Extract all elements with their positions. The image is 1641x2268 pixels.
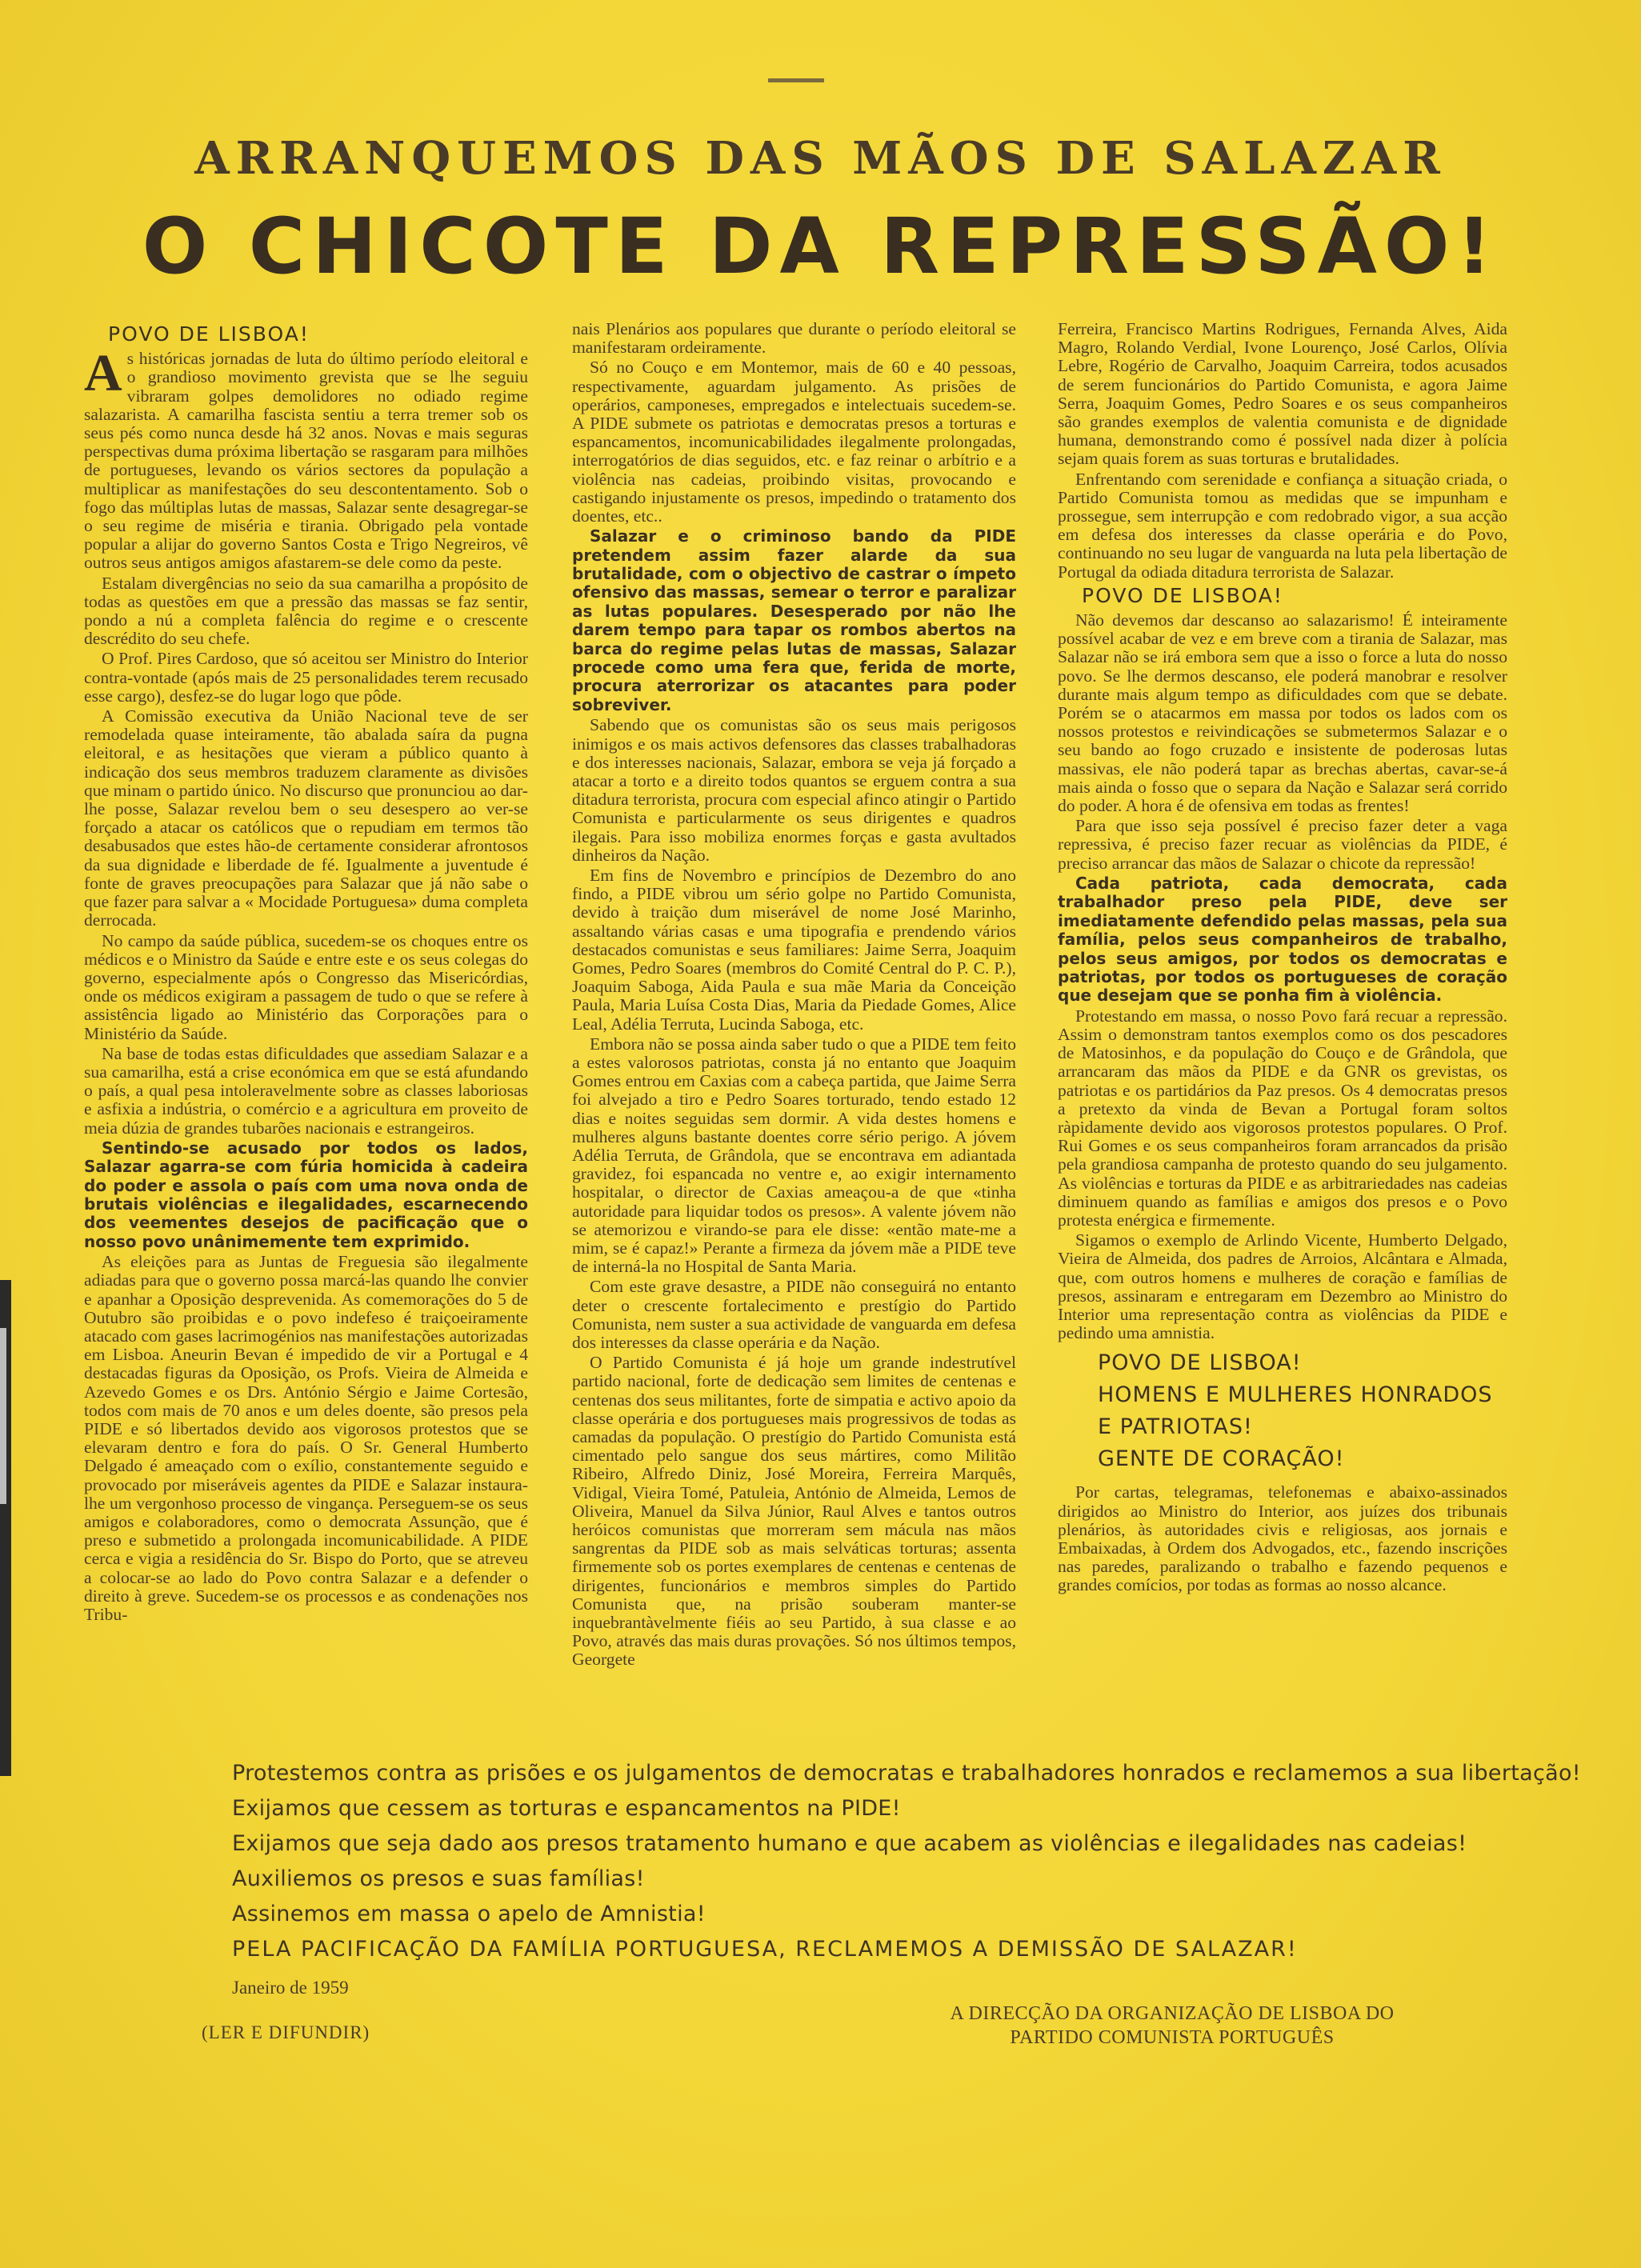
fold-mark: [768, 78, 824, 82]
column-2: [572, 320, 1016, 1671]
title-line-2: O CHICOTE DA REPRESSÃO!: [142, 202, 1499, 291]
slogan-line: Protestemos contra as prisões e os julgamentos de democratas e trabalhadores honrados e reclamemos a sua libertação!: [232, 1761, 1581, 1786]
read-and-share-note: (LER E DIFUNDIR): [202, 2022, 370, 2042]
column-3-paragraph: Protestando em massa, o nosso Povo fará recuar a repressão. Assim o demonstram tantos exemplos como os dos pescadores de Matosinhos, e da população do Couço e de Grândola, que arrancaram das mãos da PIDE e da GNR os grevistas, os patriotas e os partidários da Paz presos. Os 4 democratas presos a pretexto da vinda de Bevan a Portugal foram soltos ràpidamente devido aos vigorosos protestos populares. O Prof. Rui Gomes e os seus companheiros foram arrancados da prisão pela grandiosa campanha de protesto quando do seu julgamento. As violências e torturas da PIDE e as arbitrariedades nas cadeias diminuem quando as famílias e amigos dos presos e o Povo protesta enérgica e firmemente.: [1058, 1006, 1507, 1230]
slogan-line: Assinemos em massa o apelo de Amnistia!: [232, 1902, 706, 1926]
column-1-heading: POVO DE LISBOA!: [108, 322, 310, 346]
callout-line: POVO DE LISBOA!: [1098, 1350, 1302, 1376]
column-2-paragraph: Sabendo que os comunistas são os seus mais perigosos inimigos e os mais activos defensores das classes trabalhadoras e dos interesses nacionais, Salazar, embora se veja já forçado a atacar a torto e a direito todos quantos se erguem contra a sua ditadura terrorista, procura com especial afinco atingir o Partido Comunista e particularmente os seus dirigentes e quadros ilegais. Para isso mobiliza enormes forças e gasta avultados dinheiros da Nação.: [572, 715, 1016, 865]
slogan-line: Exijamos que seja dado aos presos tratamento humano e que acabem as violências e ilegalidades nas cadeias!: [232, 1831, 1467, 1856]
column-2-paragraph: Embora não se possa ainda saber tudo o que a PIDE tem feito a estes valorosos patriotas, consta já no entanto que Joaquim Gomes entrou em Caxias com a cabeça partida, que Jaime Serra foi alvejado a tiro e Pedro Soares torturado, tendo estado 12 dias e noites seguidas sem dormir. A vida destes homens e mulheres alguns bastante doentes corre sério perigo. A jóvem Adélia Terruta, de Grândola, que se encontrava em adiantada gravidez, foi espancada no ventre e, ao exigir internamento hospitalar, o director de Caxias ameaçou-a de que «tinha autoridade para liquidar todos os presos». A valente jóvem não se atemorizou e virando-se para ele disse: «então mate-me a mim, se é capaz!» Perante a firmeza da jóvem mãe a PIDE teve de interná-la no Hospital de Santa Maria.: [572, 1034, 1016, 1277]
column-1-paragraph: As eleições para as Juntas de Freguesia são ilegalmente adiadas para que o governo possa marcá-las quando lhe convier e apanhar a Oposição desprevenida. As comemorações do 5 de Outubro são proibidas e o povo indefeso é traiçoeiramente atacado com gases lacrimogénios nas manifestações autorizadas em Lisboa. Aneurin Bevan é impedido de vir a Portugal e 4 destacadas figuras da Oposição, os Profs. Vieira de Almeida e Azevedo Gomes e os Drs. António Sérgio e Jaime Cortesão, todos com mais de 70 anos e um deles doente, são presos pela PIDE e só libertados devido aos vigorosos protestos que se elevaram dentro e fora do país. O Sr. General Humberto Delgado é ameaçado com o exílio, constantemente seguido e provocado por miseráveis agentes da PIDE e Salazar instaura-lhe um vergonhoso processo de vingança. Perseguem-se os seus amigos e colaboradores, como o democrata Assunção, que é preso e submetido a prolongada incomunicabilidade. A PIDE cerca e vigia a residência do Sr. Bispo do Porto, que se atreveu a colocar-se ao lado do Povo contra Salazar e a defender o direito à greve. Sucedem-se os processos e as condenações nos Tribu-: [84, 1252, 528, 1625]
slogans-block: [232, 1756, 1592, 1967]
column-3-paragraph: Sigamos o exemplo de Arlindo Vicente, Humberto Delgado, Vieira de Almeida, dos padres de Arroios, Alcântara e Almada, que, com outros homens e mulheres de coração e famílias de presos, assinaram e entregaram em Dezembro ao Ministro do Interior uma representação contra as violências da PIDE e pedindo uma amnistia.: [1058, 1230, 1507, 1343]
column-3-paragraph: Por cartas, telegramas, telefonemas e abaixo-assinados dirigidos ao Ministro do Interior, aos juízes dos tribunais plenários, às autoridades civis e religiosas, aos jornais e Embaixadas, à Ordem dos Advogados, etc., fazendo inscrições nas paredes, paralizando o trabalho e fazendo pequenos e grandes comícios, por todas as formas ao nosso alcance.: [1058, 1482, 1507, 1595]
scan-edge-strip-light: [0, 1328, 6, 1504]
column-1-paragraph: [84, 344, 528, 573]
column-3-paragraph: Enfrentando com serenidade e confiança a situação criada, o Partido Comunista tomou as medidas que se impunham e prossegue, sem interrupção e com redobrado vigor, a sua acção em defesa dos interesses da classe operária e do Povo, continuando no seu lugar de vanguarda na luta pela libertação de Portugal da odiada ditadura terrorista de Salazar.: [1058, 469, 1507, 582]
column-2-paragraph: Com este grave desastre, a PIDE não conseguirá no entanto deter o crescente fortalecimento e prestígio do Partido Comunista, nem suster a sua actividade de vanguarda em defesa dos interesses da classe operária e da Nação.: [572, 1277, 1016, 1352]
slogan-line: Auxiliemos os presos e suas famílias!: [232, 1866, 645, 1891]
column-3-paragraph: Ferreira, Francisco Martins Rodrigues, Fernanda Alves, Aida Magro, Rolando Verdial, Ivone Lourenço, José Carlos, Olívia Lebre, Rogério de Carvalho, Joaquim Carreira, todos acusados de serem funcionários do Partido Comunista, e agora Jaime Serra, Joaquim Gomes, Pedro Soares e os seus companheiros são grandes exemplos de valentia comunista e de dignidade humana, demonstrando como é possível nada dizer à polícia sejam quais forem as suas torturas e brutalidades.: [1058, 319, 1507, 469]
callout-line: HOMENS E MULHERES HONRADOS: [1098, 1382, 1493, 1408]
dropcap: A: [84, 344, 122, 403]
callout-line: GENTE DE CORAÇÃO!: [1098, 1446, 1345, 1472]
column-2-paragraph: O Partido Comunista é já hoje um grande indestrutível partido nacional, forte de dedicação sem limites de centenas e centenas dos seus militantes, forte de simpatia e activo apoio da classe operária e dos portugueses mais progressivos de todas as camadas da população. O prestígio do Partido Comunista está cimentado pelo sangue dos seus mártires, como Militão Ribeiro, Alfredo Diniz, José Moreira, Ferreira Marquês, Vidigal, Vieira Tomé, Patuleia, António de Almeida, Lemos de Oliveira, Manuel da Silva Júnior, Raul Alves e tantos outros heróicos comunistas que morreram sem mácula nas mãos sangrentas da PIDE sob as mais selváticas torturas; assenta firmemente sob os portes exemplares de centenas e centenas de dirigentes, funcionários e membros simples do Partido Comunista que, na prisão souberam manter-se inquebrantàvelmente fiéis ao seu Partido, à sua classe e ao Povo, através das mais duras provações. Só nos últimos tempos, Georgete: [572, 1353, 1016, 1670]
column-1-bold-paragraph: Sentindo-se acusado por todos os lados, Salazar agarra-se com fúria homicida à cadeira do poder e assola o país com uma nova onda de brutais violências e ilegalidades, escarnecendo dos veementes desejos de pacificação que o nosso povo unânimemente tem exprimido.: [84, 1138, 528, 1251]
title-line-1: ARRANQUEMOS DAS MÃOS DE SALAZAR: [194, 132, 1447, 185]
column-3: [1058, 320, 1507, 1597]
column-1-paragraph: O Prof. Pires Cardoso, que só aceitou ser Ministro do Interior contra-vontade (após mais de 25 personalidades terem recusado esse cargo), desfez-se do lugar logo que pôde.: [84, 649, 528, 706]
column-1: [84, 320, 528, 1626]
column-2-paragraph: Em fins de Novembro e princípios de Dezembro do ano findo, a PIDE vibrou um sério golpe no Partido Comunista, devido à traição dum miserável de nome José Marinho, assaltando várias casas e uma tipografia e prendendo vários destacados comunistas e seus familiares: Jaime Serra, Joaquim Gomes, Pedro Soares (membros do Comité Central do P. C. P.), Joaquim Saboga, Aida Paula e sua mãe Maria da Conceição Paula, Maria Luísa Costa Dias, Maria da Piedade Gomes, Alice Leal, Adélia Terruta, Lucinda Saboga, etc.: [572, 865, 1016, 1034]
column-3-heading: POVO DE LISBOA!: [1082, 583, 1283, 607]
column-2-bold-paragraph: Salazar e o criminoso bando da PIDE pretendem assim fazer alarde da sua brutalidade, com o objectivo de castrar o ímpeto ofensivo das massas, semear o terror e paralizar as lutas populares. Desesperado por não lhe darem tempo para tapar os rombos abertos na barca do regime pelas lutas de massas, Salazar procede como uma fera que, ferida de morte, procura aterrorizar os atacantes para poder sobreviver.: [572, 526, 1016, 714]
column-2-paragraph: nais Plenários aos populares que durante o período eleitoral se manifestaram ordeiramente.: [572, 319, 1016, 358]
column-1-paragraph: A Comissão executiva da União Nacional teve de ser remodelada quase inteiramente, tão abalada saíra da pugna eleitoral, e as hesitações que vieram a público quanto à indicação dos seus membros traduzem claramente as divisões que minam o partido único. No discurso que pronunciou ao dar-lhe posse, Salazar revelou bem o seu desespero ao ver-se forçado a atacar os católicos que o repudiam em termos tão desabusados que estes hão-de certamente considerar afrontosos da sua dignidade e liberdade de fé. Igualmente a juventude é fonte de graves preocupações para Salazar que já não sabe o que fazer para salvar a « Mocidade Portuguesa» duma completa derrocada.: [84, 706, 528, 930]
column-1-paragraph: Estalam divergências no seio da sua camarilha a propósito de todas as questões em que a pressão das massas se faz sentir, pondo a nú a completa falência do regime e o crescente descrédito do seu chefe.: [84, 573, 528, 649]
signature-line: A DIRECÇÃO DA ORGANIZAÇÃO DE LISBOA DO: [950, 2003, 1395, 2024]
slogan-line: Exijamos que cessem as torturas e espancamentos na PIDE!: [232, 1796, 901, 1821]
column-1-paragraph: Na base de todas estas dificuldades que assediam Salazar e a sua camarilha, está a crise económica em que se está afundando o país, a qual pesa intoleravelmente sobre as classes laboriosas e asfixia a indústria, o comércio e a agricultura em proveito de meia dúzia de grandes tubarões nacionais e estrangeiros.: [84, 1043, 528, 1138]
column-3-paragraph: Para que isso seja possível é preciso fazer deter a vaga repressiva, é preciso fazer recuar as violências da PIDE, é preciso arrancar das mãos de Salazar o chicote da repressão!: [1058, 816, 1507, 873]
callout-block: [1098, 1347, 1507, 1475]
column-3-bold-paragraph: Cada patriota, cada democrata, cada trabalhador preso pela PIDE, deve ser imediatamente defendido pelas massas, pela sua família, pelos seus companheiros de trabalho, pelos seus amigos, por todos os democratas e patriotas, por todos os portugueses de coração que desejam que se ponha fim à violência.: [1058, 873, 1507, 1006]
column-3-paragraph: Não devemos dar descanso ao salazarismo! É inteiramente possível acabar de vez e em breve com a tirania de Salazar, mas Salazar não se irá embora sem que a isso o force a luta do nosso povo. Se lhe dermos descanso, ele poderá manobrar e resolver durante mais algum tempo as dificuldades com que se debate. Porém se o atacarmos em massa por todos os lados com os nossos protestos e reivindicações se submetermos Salazar e o seu bando ao fogo cruzado e insistente de poderosas lutas massivas, ele não poderá tapar as brechas abertas, cavar-se-á mais ainda o fosso que o separa da Nação e Salazar será corrido do poder. A hora é de ofensiva em todas as frentes!: [1058, 610, 1507, 816]
date-line: Janeiro de 1959: [232, 1978, 349, 1998]
slogan-line: PELA PACIFICAÇÃO DA FAMÍLIA PORTUGUESA, RECLAMEMOS A DEMISSÃO DE SALAZAR!: [232, 1937, 1298, 1962]
column-1-paragraph: No campo da saúde pública, sucedem-se os choques entre os médicos e o Ministro da Saúde e entre este e os seus colegas do governo, especialmente após o Congresso das Misericórdias, onde os médicos exigiram a passagem de tudo o que se refere à assistência ligado ao Ministério das Corporações para o Ministério da Saúde.: [84, 930, 528, 1043]
column-2-paragraph: Só no Couço e em Montemor, mais de 60 e 40 pessoas, respectivamente, aguardam julgamento. As prisões de operários, camponeses, empregados e intelectuais sucedem-se. A PIDE submete os patriotas e democratas presos a torturas e espancamentos, incomunicabilidades ilegalmente prolongadas, interrogatórios de dias seguidos, etc. e faz reinar o arbítrio e a violência nas cadeias, proibindo visitas, provocando e castigando injustamente os presos, impedindo o tratamento dos doentes, etc..: [572, 358, 1016, 526]
paragraph-text: s históricas jornadas de luta do último período eleitoral e o grandioso movimento grevista que se lhe seguiu vibraram golpes demolidores no odiado regime salazarista. A camarilha fascista sentiu a terra tremer sob os seus pés como nunca desde há 32 anos. Novas e mais seguras perspectivas duma próxima libertação se rasgaram para milhões de portugueses, levando os vários sectores da população a multiplicar as manifestações do seu descontentamento. Sob o fogo das múltiplas lutas de massas, Salazar sente desagregar-se o seu regime de miséria e tirania. Obrigado pela vontade popular a alijar do governo Santos Costa e Trigo Negreiros, vê outros seus antigos amigos afastarem-se dele como da peste.: [84, 349, 528, 573]
signature-line: PARTIDO COMUNISTA PORTUGUÊS: [1010, 2027, 1335, 2048]
signature-block: [912, 2002, 1432, 2050]
callout-line: E PATRIOTAS!: [1098, 1414, 1253, 1440]
